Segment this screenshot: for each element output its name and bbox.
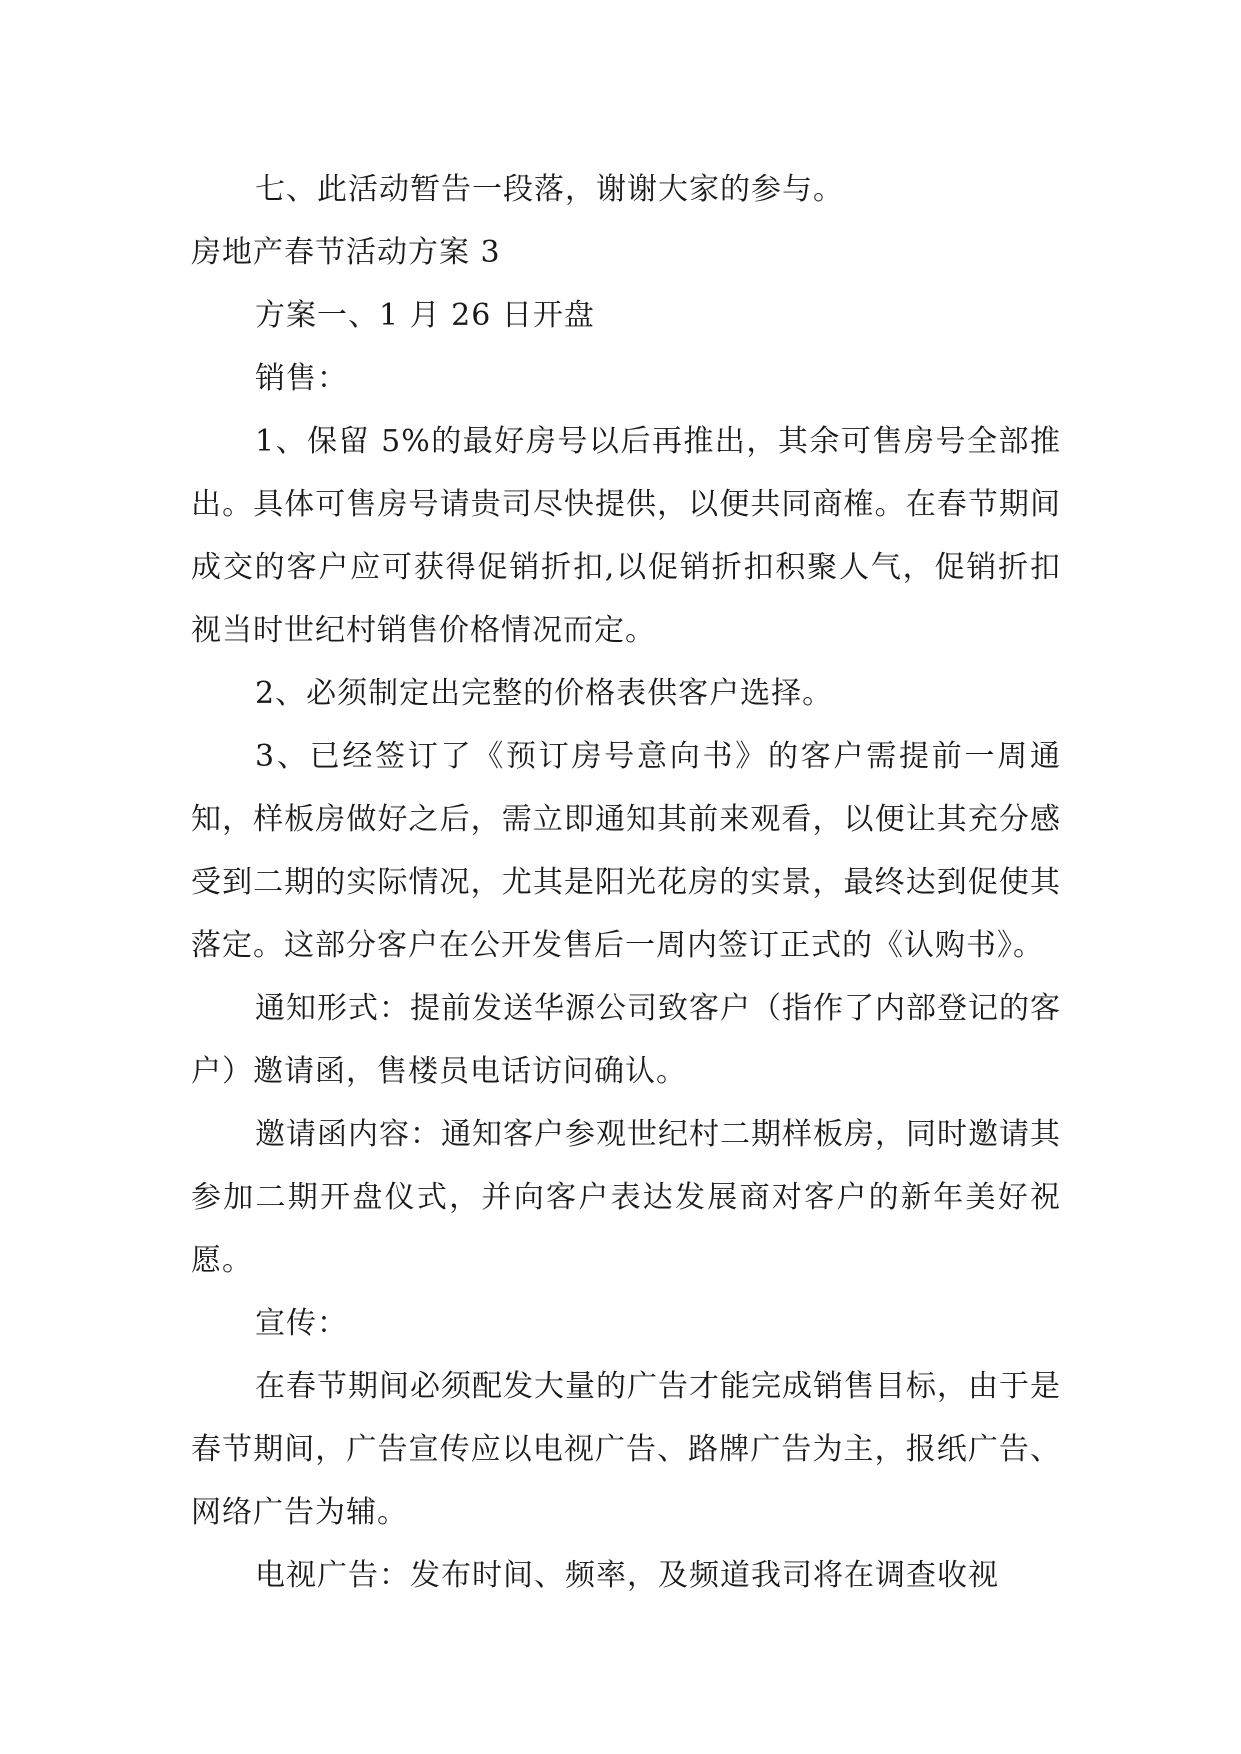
promotion-paragraph: 在春节期间必须配发大量的广告才能完成销售目标，由于是春节期间，广告宣传应以电视广告、路牌广告为主，报纸广告、网络广告为辅。: [191, 1369, 1061, 1530]
sales-label: 销售：: [255, 361, 348, 396]
section-heading: 房地产春节活动方案 3: [191, 235, 501, 270]
closing-paragraph: 七、此活动暂告一段落，谢谢大家的参与。: [255, 172, 844, 207]
invitation-content-paragraph: 邀请函内容：通知客户参观世纪村二期样板房，同时邀请其参加二期开盘仪式，并向客户表达发展商对客户的新年美好祝愿。: [191, 1117, 1061, 1278]
tv-ad-paragraph: 电视广告：发布时间、频率，及频道我司将在调查收视: [255, 1558, 999, 1593]
sales-item-2: 2、必须制定出完整的价格表供客户选择。: [255, 676, 834, 711]
notice-form-paragraph: 通知形式：提前发送华源公司致客户（指作了内部登记的客户）邀请函，售楼员电话访问确认。: [191, 991, 1061, 1089]
plan-title: 方案一、1 月 26 日开盘: [255, 298, 595, 333]
document-body: [191, 158, 1061, 1607]
sales-item-3: 3、已经签订了《预订房号意向书》的客户需提前一周通知，样板房做好之后，需立即通知其前来观看，以便让其充分感受到二期的实际情况，尤其是阳光花房的实景，最终达到促使其落定。这部分客户在公开发售后一周内签订正式的《认购书》。: [191, 739, 1061, 963]
promotion-label: 宣传：: [255, 1306, 348, 1341]
sales-item-1: 1、保留 5%的最好房号以后再推出，其余可售房号全部推出。具体可售房号请贵司尽快提供，以便共同商榷。在春节期间成交的客户应可获得促销折扣,以促销折扣积聚人气，促销折扣视当时世纪村销售价格情况而定。: [191, 424, 1061, 648]
